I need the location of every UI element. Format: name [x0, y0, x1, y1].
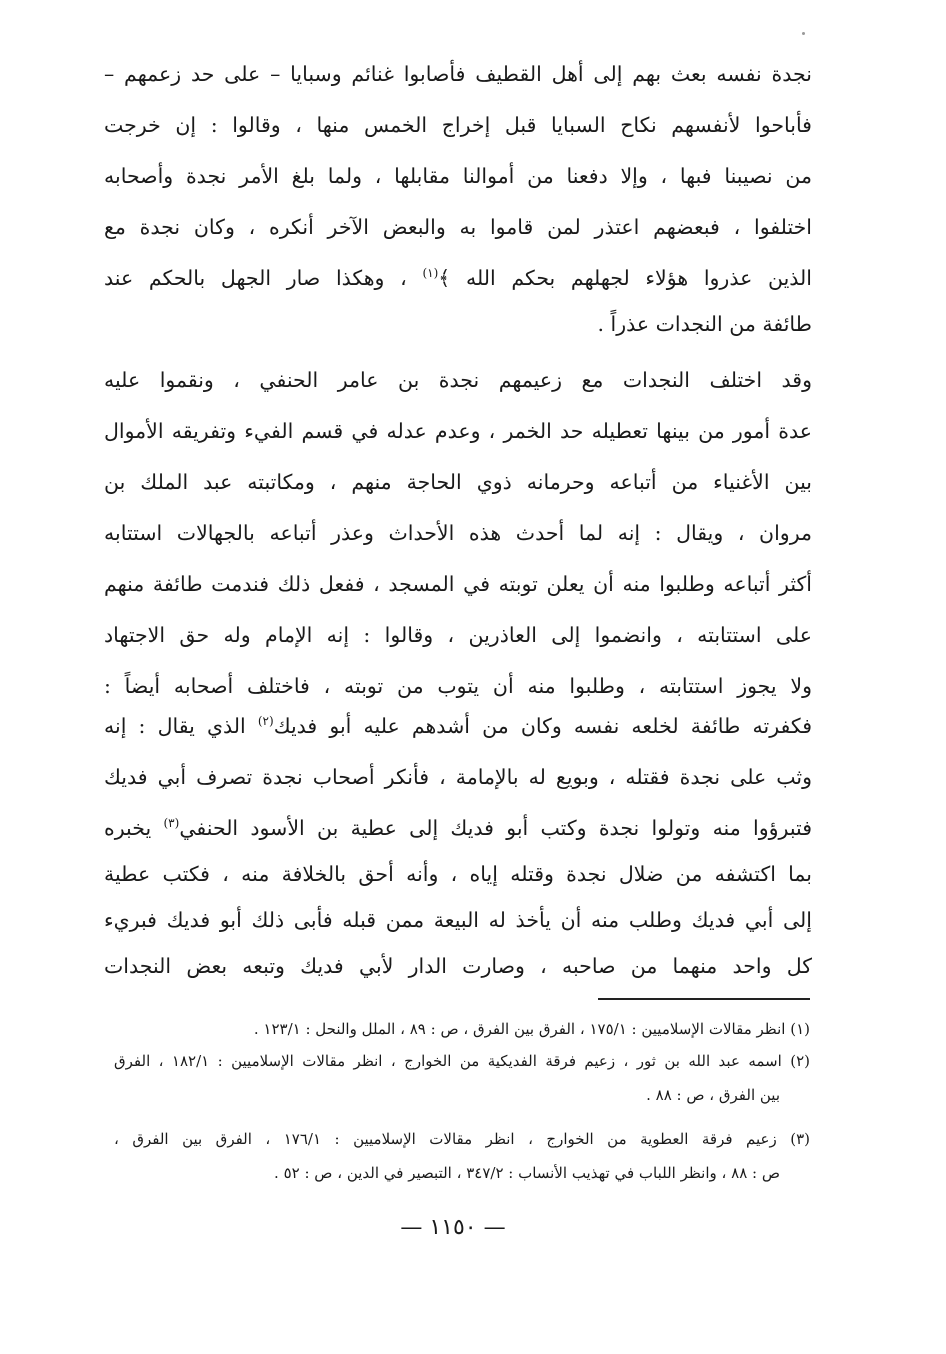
body-line-12: على استتابته ، وانضموا إلى العاذرين ، وقالوا : إنه الإمام وله حق الاجتهاد	[104, 623, 812, 647]
body-line-15: وثب على نجدة فقتله ، وبويع له بالإمامة ، فأنكر أصحاب نجدة تصرف أبي فديك	[104, 765, 812, 789]
footnote-2	[114, 1046, 810, 1076]
body-line-5	[104, 256, 812, 300]
body-line-14-part-b: الذي يقال : إنه	[104, 714, 246, 738]
body-line-3: من نصيبنا فبها ، وإلا دفعنا من أموالنا مقابلها ، ولما بلغ الأمر نجدة وأصحابه	[104, 164, 812, 188]
footnote-3-marker: (٣)	[790, 1130, 810, 1148]
quote-close-mark: ﴾	[438, 266, 451, 290]
body-line-4: اختلفوا ، فبعضهم اعتذر لمن قاموا به والبعض الآخر أنكره ، وكان نجدة مع	[104, 215, 812, 239]
footnote-ref-1[interactable]: (١)	[422, 266, 439, 281]
body-line-5-part-b: ، وهكذا صار الجهل بالحكم عند	[104, 266, 407, 290]
body-line-16	[104, 806, 812, 850]
footnote-ref-2[interactable]: (٢)	[257, 714, 274, 729]
body-line-5-part-a: الذين عذروا هؤلاء لجهلهم بحكم الله	[465, 266, 812, 290]
footnote-1	[114, 1014, 810, 1044]
body-line-7: وقد اختلف النجدات مع زعيمهم نجدة بن عامر الحنفي ، ونقموا عليه	[104, 368, 812, 392]
footnote-ref-3[interactable]: (٣)	[163, 816, 180, 831]
footnote-separator	[598, 998, 810, 1000]
body-line-2: فأباحوا لأنفسهم نكاح السبايا قبل إخراج الخمس منها ، وقالوا : إن خرجت	[104, 113, 812, 137]
body-line-11: أكثر أتباعه وطلبوا منه أن يعلن توبته في المسجد ، ففعل ذلك فندمت طائفة منهم	[104, 572, 812, 596]
footnote-2-text-line-1: اسمه عبد الله بن ثور ، زعيم فرقة الفديكية من الخوارج ، انظر مقالات الإسلاميين : ١٨٢/١ ، الفرق	[114, 1052, 782, 1070]
footnote-3-continuation: ص : ٨٨ ، وانظر اللباب في تهذيب الأنساب : ٣٤٧/٢ ، التبصير في الدين ، ص : ٥٢ .	[274, 1164, 780, 1182]
body-line-18: إلى أبي فديك وطلب منه أن يأخذ له البيعة ممن قبله فأبى ذلك أبو فديك فبريء	[104, 908, 812, 932]
body-line-9: بين الأغنياء من أتباعه وحرمانه ذوي الحاجة منهم ، ومكاتبته عبد الملك بن	[104, 470, 812, 494]
body-line-14-part-a: فكفرته طائفة لخلعه نفسه وكان من أشدهم عليه أبو فديك	[273, 714, 812, 738]
scan-speck	[802, 32, 805, 35]
body-line-14	[104, 704, 812, 748]
body-line-6: طائفة من النجدات عذراً .	[597, 312, 812, 336]
body-line-10: مروان ، ويقال : إنه لما أحدث هذه الأحداث وعذر أتباعه بالجهالات استتابه	[104, 521, 812, 545]
body-line-13: ولا يجوز استتابته ، وطلبوا منه أن يتوب من توبته ، فاختلف أصحابه أيضاً :	[104, 674, 812, 698]
footnote-1-text: انظر مقالات الإسلاميين : ١٧٥/١ ، الفرق بين الفرق ، ص : ٨٩ ، الملل والنحل : ١٢٣/١ .	[253, 1020, 786, 1038]
footnote-2-marker: (٢)	[790, 1052, 810, 1070]
body-line-19: كل واحد منهما من صاحبه ، وصارت الدار لأبي فديك وتبعه بعض النجدات	[104, 954, 812, 978]
footnote-2-continuation: بين الفرق ، ص : ٨٨ .	[646, 1086, 780, 1104]
body-line-16-part-a: فتبرؤوا منه وتولوا نجدة وكتب أبو فديك إلى عطية بن الأسود الحنفي	[179, 816, 812, 840]
body-line-1: نجدة نفسه بعث بهم إلى أهل القطيف فأصابوا غنائم وسبايا – على حد زعمهم –	[104, 62, 812, 86]
footnote-3	[114, 1124, 810, 1154]
body-line-16-part-b: يخبره	[104, 816, 152, 840]
footnote-3-text-line-1: زعيم فرقة العطوية من الخوارج ، انظر مقالات الإسلاميين : ١٧٦/١ ، الفرق بين الفرق ،	[114, 1130, 777, 1148]
body-line-8: عدة أمور من بينها تعطيله حد الخمر ، وعدم عدله في قسم الفيء وتفريقه الأموال	[104, 419, 812, 443]
body-line-17: بما اكتشفه من ضلال نجدة وقتله إياه ، وأنه أحق بالخلافة منه ، فكتب عطية	[104, 862, 812, 886]
page-number: — ١١٥٠ —	[400, 1215, 506, 1240]
footnote-1-marker: (١)	[790, 1020, 810, 1038]
